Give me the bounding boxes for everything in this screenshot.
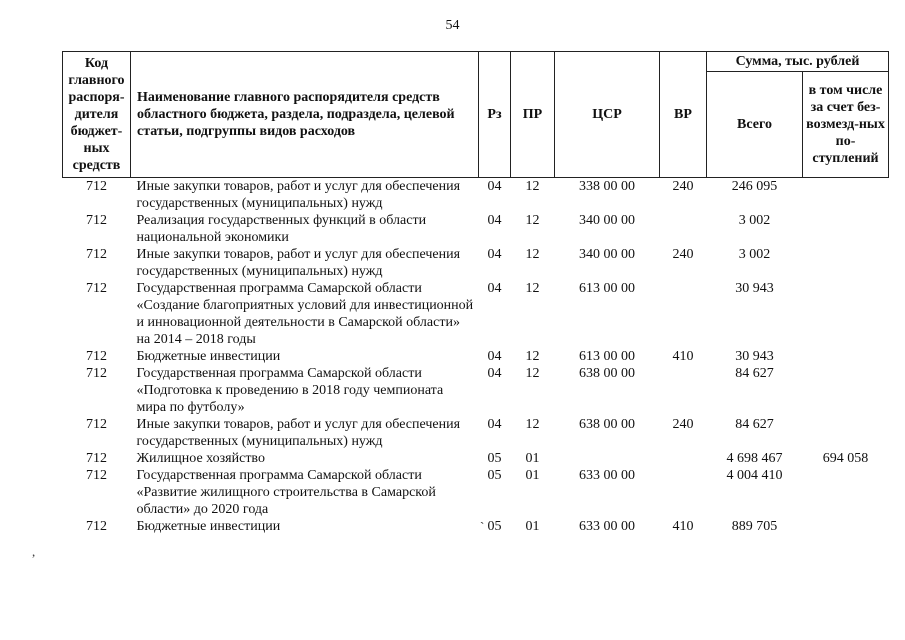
table-row: [63, 365, 889, 416]
row-free: [803, 518, 889, 535]
row-vr: 240: [672, 179, 694, 194]
row-csr: [555, 450, 660, 467]
row-rz: 05: [487, 468, 502, 483]
row-name: Иные закупки товаров, работ и услуг для обеспечения государственных (муниципальных) нужд: [136, 179, 461, 211]
row-total: 4 698 467: [726, 451, 783, 466]
row-rz: 04: [487, 247, 502, 262]
row-pr: 12: [525, 349, 540, 364]
row-vr: [660, 212, 707, 246]
table-row: [63, 212, 889, 246]
table-row: [63, 246, 889, 280]
stray-mark: `: [480, 519, 485, 534]
row-free: [803, 348, 889, 365]
row-rz: 04: [487, 281, 502, 296]
row-name: Реализация государственных функций в области национальной экономики: [136, 213, 427, 245]
header-total: Всего: [707, 72, 803, 178]
header-code: Код главного распоря-дителя бюджет-ных средств: [63, 52, 131, 178]
row-total: 3 002: [738, 247, 771, 262]
row-pr: 01: [525, 451, 540, 466]
page-number: 54: [445, 18, 460, 33]
row-code: 712: [86, 417, 107, 432]
row-csr: 340 00 00: [579, 213, 635, 228]
header-csr: ЦСР: [555, 52, 660, 178]
table-row: [63, 416, 889, 450]
row-rz: 04: [487, 417, 502, 432]
row-name: Иные закупки товаров, работ и услуг для обеспечения государственных (муниципальных) нужд: [136, 247, 461, 279]
row-csr: 633 00 00: [579, 468, 635, 483]
row-vr: [660, 365, 707, 416]
row-free: [803, 178, 889, 213]
row-total: 30 943: [735, 349, 774, 364]
row-total: 246 095: [731, 179, 778, 194]
table-header: [63, 52, 889, 178]
row-code: 712: [86, 349, 107, 364]
row-pr: 12: [525, 281, 540, 296]
row-vr: 410: [672, 349, 694, 364]
row-total: 889 705: [731, 519, 778, 534]
row-code: 712: [86, 366, 107, 381]
row-pr: 01: [525, 519, 540, 534]
header-sum: Сумма, тыс. рублей: [707, 52, 889, 72]
budget-table: [62, 51, 889, 535]
table-row: [63, 280, 889, 348]
header-name: Наименование главного распорядителя средств областного бюджета, раздела, подраздела, целевой статьи, подгруппы видов расходов: [131, 52, 479, 178]
row-rz: 04: [487, 349, 502, 364]
row-name: Государственная программа Самарской области «Развитие жилищного строительства в Самарской области» до 2020 года: [136, 468, 436, 517]
row-pr: 12: [525, 417, 540, 432]
row-total: 4 004 410: [726, 468, 783, 483]
table-row: [63, 348, 889, 365]
row-vr: [660, 467, 707, 518]
header-pr: ПР: [511, 52, 555, 178]
row-name: Бюджетные инвестиции: [136, 519, 281, 534]
row-name: Жилищное хозяйство: [136, 451, 265, 466]
row-rz: 05: [487, 519, 502, 534]
row-code: 712: [86, 179, 107, 194]
stray-mark: ,: [32, 544, 36, 559]
row-csr: 613 00 00: [579, 281, 635, 296]
row-vr: [660, 280, 707, 348]
table-row: [63, 178, 889, 213]
row-name: Иные закупки товаров, работ и услуг для обеспечения государственных (муниципальных) нужд: [136, 417, 461, 449]
row-free: [803, 467, 889, 518]
row-total: 84 627: [735, 417, 774, 432]
row-code: 712: [86, 451, 107, 466]
row-pr: 01: [525, 468, 540, 483]
row-code: 712: [86, 468, 107, 483]
row-free: [803, 280, 889, 348]
row-code: 712: [86, 281, 107, 296]
row-vr: 410: [672, 519, 694, 534]
row-csr: 613 00 00: [579, 349, 635, 364]
row-csr: 638 00 00: [579, 417, 635, 432]
row-free: 694 058: [822, 451, 869, 466]
row-name: Государственная программа Самарской области «Подготовка к проведению в 2018 году чемпионата мира по футболу»: [136, 366, 444, 415]
table-row: [63, 467, 889, 518]
table-body: [63, 178, 889, 536]
row-total: 3 002: [738, 213, 771, 228]
row-csr: 340 00 00: [579, 247, 635, 262]
row-free: [803, 416, 889, 450]
row-name: Государственная программа Самарской области «Создание благоприятных условий для инвестиционной и инновационной деятельности в Самарской области» на 2014 – 2018 годы: [136, 281, 474, 347]
header-vr: ВР: [660, 52, 707, 178]
row-name: Бюджетные инвестиции: [136, 349, 281, 364]
row-csr: 633 00 00: [579, 519, 635, 534]
row-code: 712: [86, 213, 107, 228]
row-free: [803, 246, 889, 280]
row-total: 30 943: [735, 281, 774, 296]
row-rz: 04: [487, 179, 502, 194]
row-rz: 05: [487, 451, 502, 466]
row-total: 84 627: [735, 366, 774, 381]
row-code: 712: [86, 247, 107, 262]
row-code: 712: [86, 519, 107, 534]
table-row: [63, 518, 889, 535]
row-free: [803, 365, 889, 416]
row-vr: 240: [672, 417, 694, 432]
row-rz: 04: [487, 213, 502, 228]
row-pr: 12: [525, 179, 540, 194]
table-row: [63, 450, 889, 467]
row-csr: 338 00 00: [579, 179, 635, 194]
row-rz: 04: [487, 366, 502, 381]
row-pr: 12: [525, 366, 540, 381]
row-free: [803, 212, 889, 246]
row-csr: 638 00 00: [579, 366, 635, 381]
row-pr: 12: [525, 213, 540, 228]
header-rz: Рз: [479, 52, 511, 178]
row-vr: [660, 450, 707, 467]
row-vr: 240: [672, 247, 694, 262]
header-free: в том числе за счет без-возмезд-ных по-ступлений: [803, 72, 889, 178]
row-pr: 12: [525, 247, 540, 262]
